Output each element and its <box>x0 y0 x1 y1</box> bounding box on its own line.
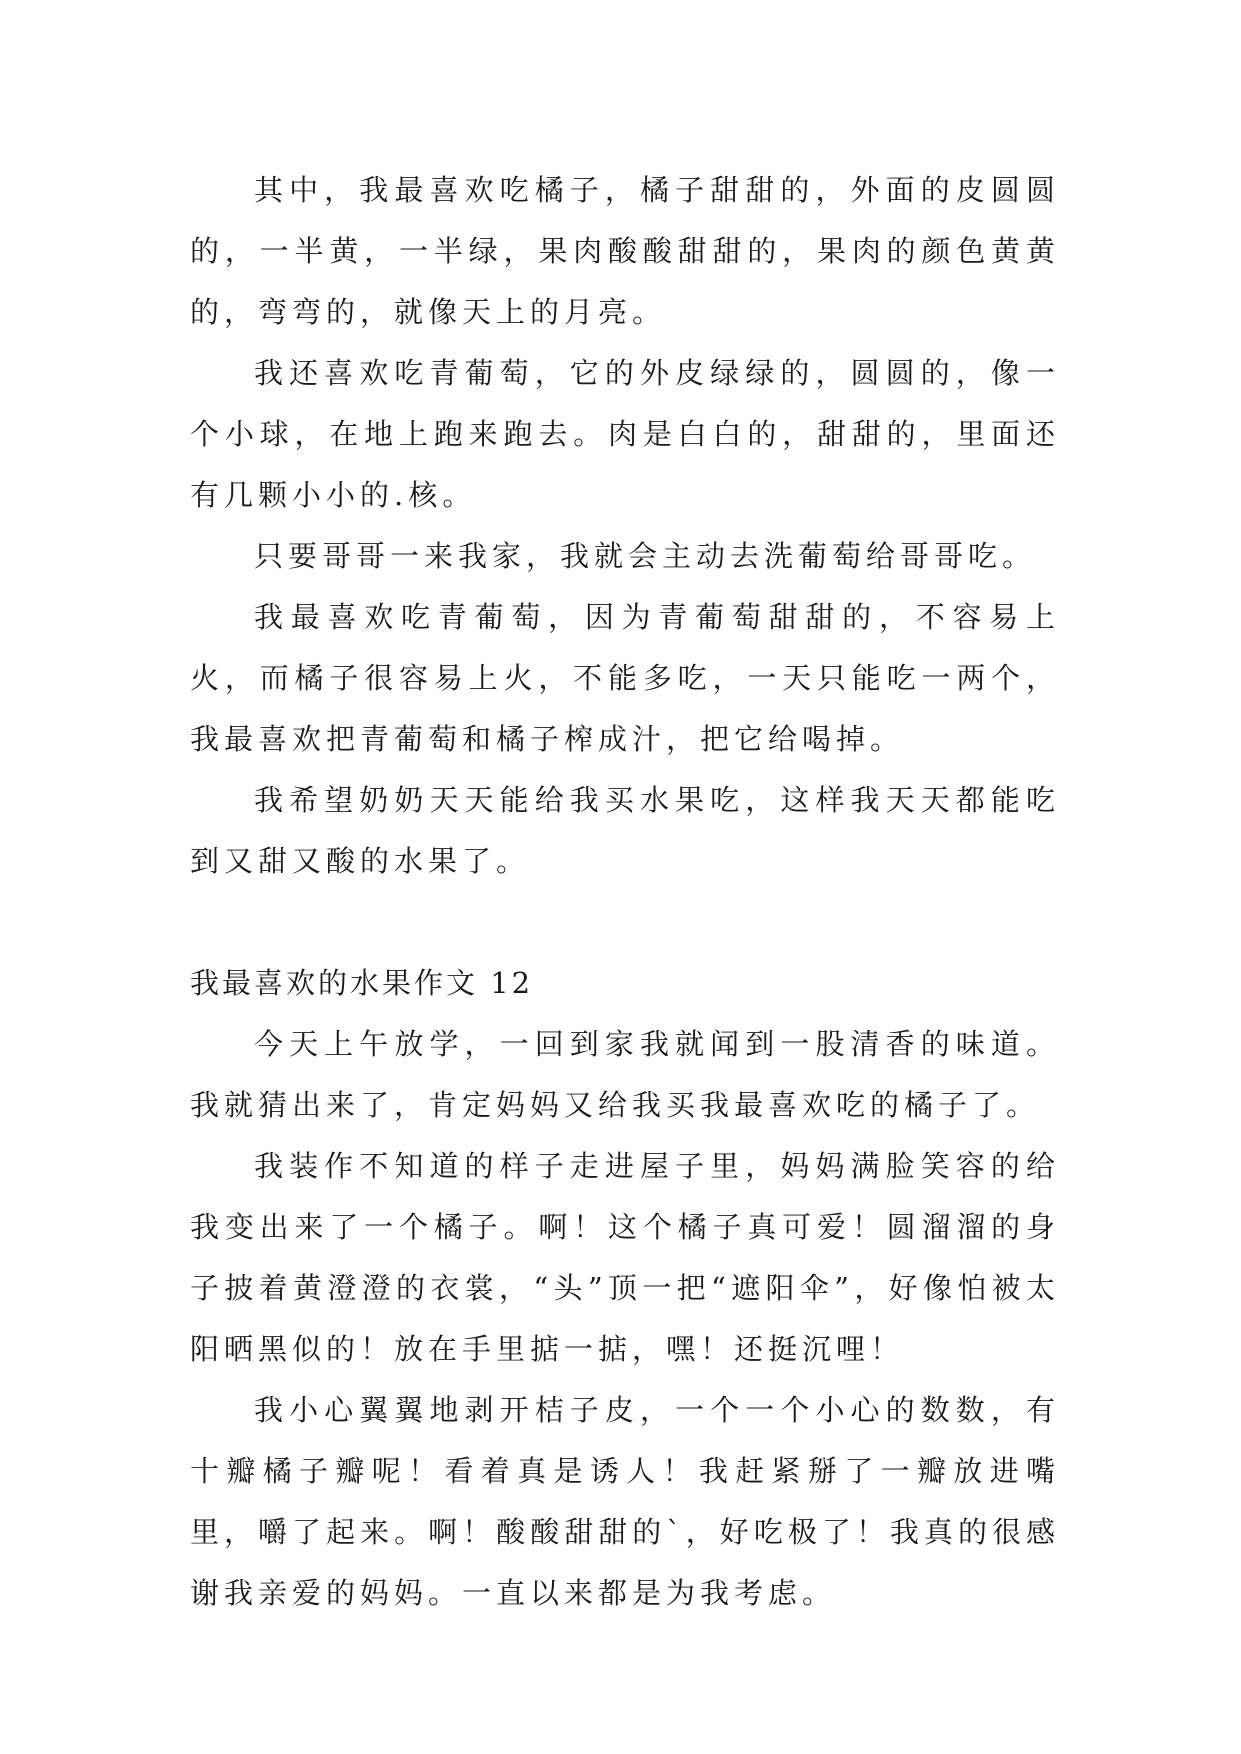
paragraph: 我还喜欢吃青葡萄，它的外皮绿绿的，圆圆的，像一个小球，在地上跑来跑去。肉是白白的，甜甜的，里面还有几颗小小的.核。 <box>190 356 1060 512</box>
paragraph: 我希望奶奶天天能给我买水果吃，这样我天天都能吃到又甜又酸的水果了。 <box>190 783 1060 878</box>
paragraph: 其中，我最喜欢吃橘子，橘子甜甜的，外面的皮圆圆的，一半黄，一半绿，果肉酸酸甜甜的，果肉的颜色黄黄的，弯弯的，就像天上的月亮。 <box>190 173 1060 329</box>
document-body <box>190 160 1060 1624</box>
paragraph: 只要哥哥一来我家，我就会主动去洗葡萄给哥哥吃。 <box>254 539 1037 573</box>
essay-title: 我最喜欢的水果作文 12 <box>190 966 534 1000</box>
paragraph: 我小心翼翼地剥开桔子皮，一个一个小心的数数，有十瓣橘子瓣呢！看着真是诱人！我赶紧掰了一瓣放进嘴里，嚼了起来。啊！酸酸甜甜的`，好吃极了！我真的很感谢我亲爱的妈妈。一直以来都是为我考虑。 <box>190 1393 1060 1610</box>
paragraph: 我最喜欢吃青葡萄，因为青葡萄甜甜的，不容易上火，而橘子很容易上火，不能多吃，一天只能吃一两个，我最喜欢把青葡萄和橘子榨成汁，把它给喝掉。 <box>190 600 1060 756</box>
paragraph: 我装作不知道的样子走进屋子里，妈妈满脸笑容的给我变出来了一个橘子。啊！这个橘子真可爱！圆溜溜的身子披着黄澄澄的衣裳，“头”顶一把“遮阳伞”，好像怕被太阳晒黑似的！放在手里掂一掂，嘿！还挺沉哩！ <box>190 1149 1060 1366</box>
paragraph: 今天上午放学，一回到家我就闻到一股清香的味道。我就猜出来了，肯定妈妈又给我买我最喜欢吃的橘子了。 <box>190 1027 1060 1122</box>
